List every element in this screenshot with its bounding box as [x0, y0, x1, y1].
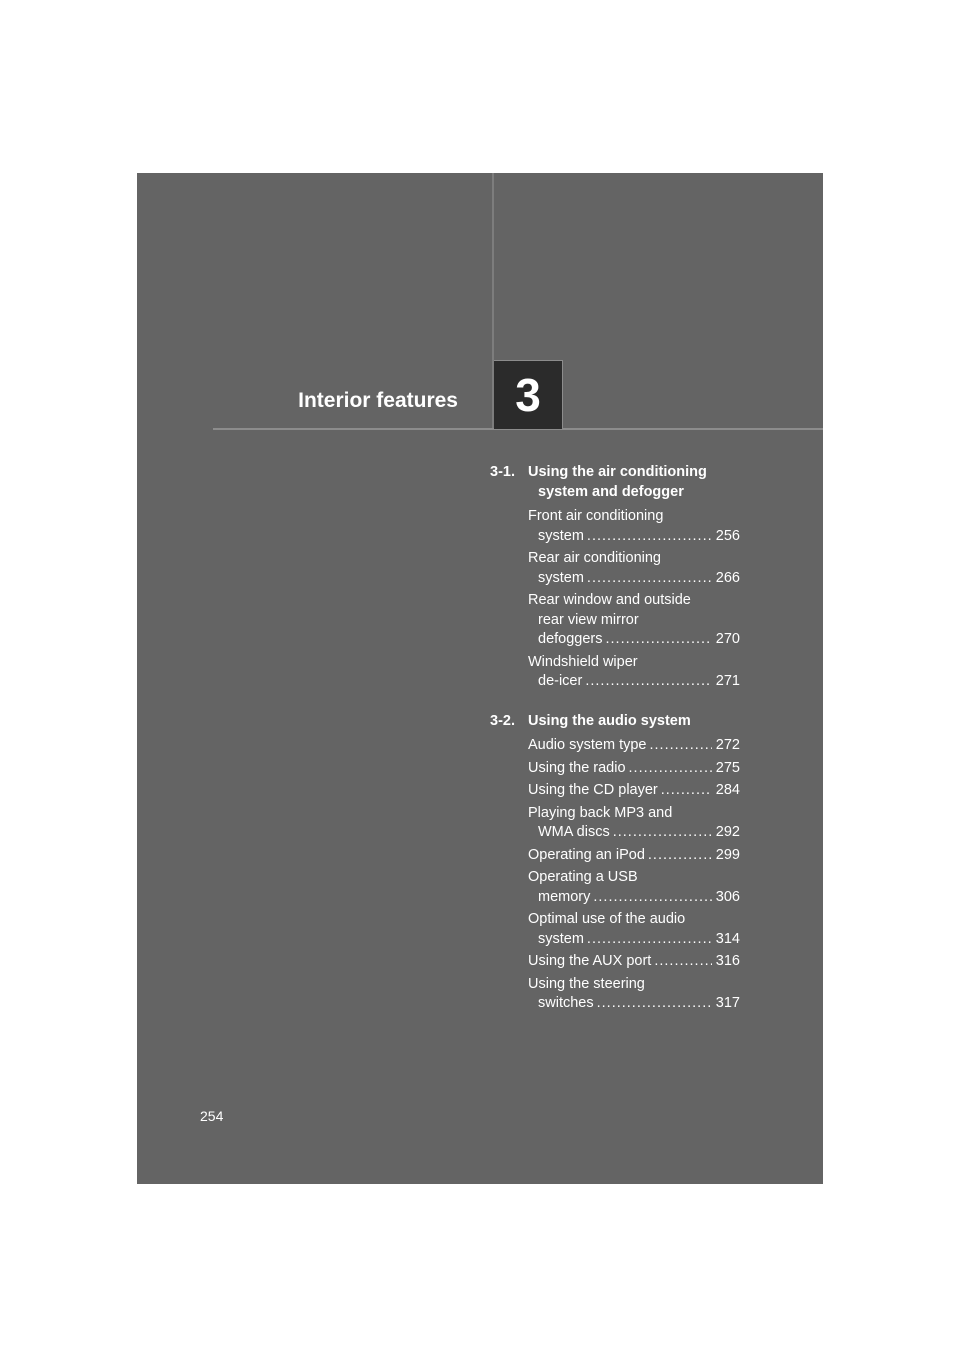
entry-title-end: de-icer — [538, 673, 583, 689]
dot-leader — [606, 630, 712, 650]
chapter-number-badge: 3 — [494, 360, 563, 429]
section-heading[interactable]: Using the audio system — [528, 712, 691, 729]
entry-title-end: switches — [538, 995, 594, 1011]
dot-leader — [613, 823, 712, 843]
section-number: 3-2. — [490, 712, 515, 729]
entry-title-end: system — [538, 930, 584, 947]
entry-page: 266 — [715, 569, 740, 586]
entry-page: 271 — [715, 673, 740, 689]
dot-leader — [587, 569, 712, 589]
entry-page: 256 — [715, 527, 740, 544]
entry-title-end: Audio system type — [528, 737, 647, 753]
entry-title-end: defoggers — [538, 631, 603, 647]
entry-title-end: system — [538, 569, 584, 586]
toc-entry[interactable] — [528, 736, 740, 756]
dot-leader — [585, 672, 711, 692]
entry-title: rear view mirror — [538, 611, 639, 628]
entry-title: Using the steering — [528, 975, 645, 992]
entry-title-end: system — [538, 527, 584, 544]
toc-entry[interactable] — [528, 653, 740, 692]
toc-entry[interactable] — [528, 975, 740, 1014]
toc-entry[interactable] — [528, 549, 740, 588]
entry-page: 299 — [715, 846, 740, 863]
entry-title-end: Operating an iPod — [528, 846, 645, 863]
dot-leader — [587, 930, 712, 950]
dot-leader — [587, 527, 712, 547]
toc-section-3-2 — [490, 712, 740, 1014]
toc-entry[interactable] — [528, 804, 740, 843]
dot-leader — [648, 846, 712, 866]
toc-entry[interactable] — [528, 952, 740, 972]
entry-title-end: Using the AUX port — [528, 953, 652, 969]
entry-page: 306 — [715, 888, 740, 905]
entry-title: Operating a USB — [528, 869, 638, 885]
entry-page: 272 — [715, 737, 740, 753]
dot-leader — [629, 759, 712, 779]
section-number: 3-1. — [490, 464, 515, 480]
table-of-contents — [490, 463, 740, 1018]
entry-title-end: Using the CD player — [528, 782, 658, 798]
toc-entry[interactable] — [528, 846, 740, 866]
dot-leader — [661, 781, 712, 801]
entry-title-end: WMA discs — [538, 824, 610, 840]
dot-leader — [654, 952, 711, 972]
section-heading-cont[interactable]: system and defogger — [538, 483, 684, 500]
toc-entry[interactable] — [528, 781, 740, 801]
entry-page: 284 — [715, 782, 740, 798]
toc-section-3-1 — [490, 463, 740, 692]
section-title: Interior features — [298, 389, 458, 412]
entry-title-end: memory — [538, 888, 591, 905]
entry-page: 292 — [715, 824, 740, 840]
entry-page: 270 — [715, 631, 740, 647]
toc-entry[interactable] — [528, 868, 740, 907]
entry-title-end: Using the radio — [528, 759, 626, 776]
entry-title: Rear window and outside — [528, 592, 691, 608]
toc-entry[interactable] — [528, 591, 740, 650]
page-number: 254 — [200, 1108, 224, 1124]
toc-entry[interactable] — [528, 910, 740, 949]
dot-leader — [649, 736, 711, 756]
dot-leader — [593, 888, 711, 908]
entry-title: Playing back MP3 and — [528, 804, 673, 821]
toc-entry[interactable] — [528, 759, 740, 779]
section-heading[interactable]: Using the air conditioning — [528, 464, 707, 480]
entry-title: Optimal use of the audio — [528, 911, 686, 927]
dot-leader — [597, 994, 712, 1014]
entry-page: 314 — [715, 930, 740, 947]
entry-title: Windshield wiper — [528, 653, 638, 670]
entry-title: Front air conditioning — [528, 508, 664, 524]
entry-page: 275 — [715, 759, 740, 776]
entry-page: 317 — [715, 995, 740, 1011]
entry-page: 316 — [715, 953, 740, 969]
toc-entry[interactable] — [528, 507, 740, 546]
entry-title: Rear air conditioning — [528, 550, 661, 566]
